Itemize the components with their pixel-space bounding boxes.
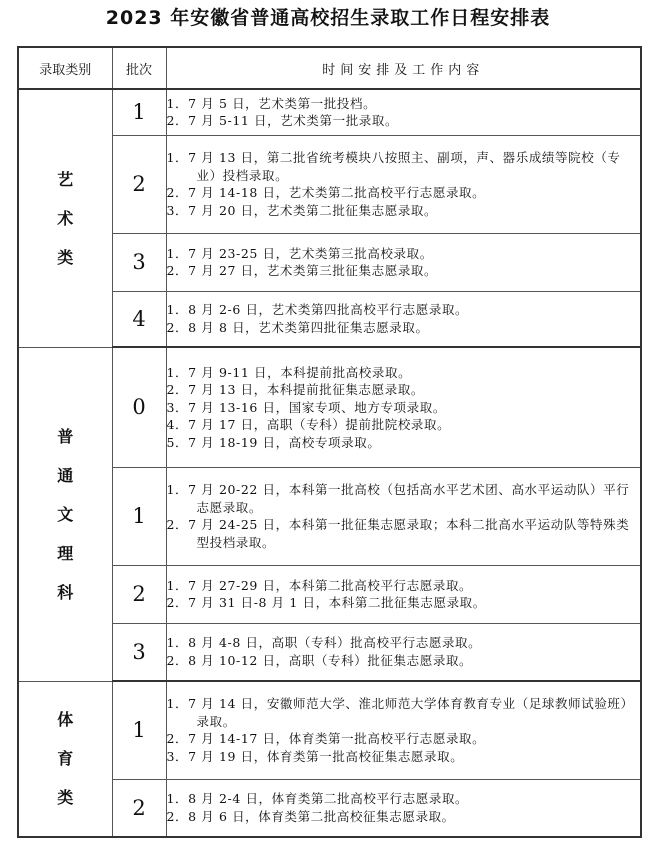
list-item: 1．7 月 27-29 日，本科第二批高校平行志愿录取。 (166, 577, 473, 593)
list-item: 1．7 月 23-25 日，艺术类第三批高校录取。 (166, 245, 433, 261)
header-batch: 批次 (112, 47, 166, 89)
batch-cell: 2 (112, 135, 166, 233)
list-item: 4．7 月 17 日，高职（专科）提前批院校录取。 (166, 417, 451, 432)
list-item: 3．7 月 20 日，艺术类第二批征集志愿录取。 (166, 202, 438, 218)
category-label (19, 417, 112, 612)
category-char: 理 (57, 543, 74, 563)
content-cell (166, 681, 641, 779)
table-row (18, 467, 641, 565)
batch-cell: 4 (112, 291, 166, 347)
category-char: 通 (57, 465, 74, 485)
header-row (18, 47, 641, 89)
list-item: 1．7 月 13 日，第二批省统考模块八按照主、副项，声、器乐成绩等院校（专业）投档录取。 (166, 150, 621, 183)
table-row (18, 135, 641, 233)
content-cell (166, 467, 641, 565)
batch-cell: 1 (112, 467, 166, 565)
table-row (18, 565, 641, 623)
table-row (18, 681, 641, 779)
list-item: 1．8 月 4-8 日，高职（专科）批高校平行志愿录取。 (166, 635, 482, 651)
list-item: 1．7 月 14 日，安徽师范大学、淮北师范大学体育教育专业（足球教师试验班）录取。 (166, 696, 634, 729)
header-category: 录取类别 (18, 47, 112, 89)
content-cell (166, 623, 641, 681)
batch-cell: 1 (112, 89, 166, 135)
list-item: 2．7 月 27 日，艺术类第三批征集志愿录取。 (166, 263, 438, 278)
list-item: 1．8 月 2-4 日，体育类第二批高校平行志愿录取。 (166, 791, 469, 807)
list-item: 2．8 月 6 日，体育类第二批高校征集志愿录取。 (166, 808, 455, 824)
list-item: 1．7 月 20-22 日，本科第一批高校（包括高水平艺术团、高水平运动队）平行志愿录取。 (166, 482, 630, 515)
header-content: 时间安排及工作内容 (166, 47, 641, 89)
list-item: 2．7 月 13 日，本科提前批征集志愿录取。 (166, 382, 425, 397)
list-item: 1．7 月 9-11 日，本科提前批高校录取。 (166, 364, 412, 380)
category-char: 类 (57, 247, 74, 267)
category-char: 文 (57, 504, 74, 524)
content-cell (166, 233, 641, 291)
list-item: 3．7 月 19 日，体育类第一批高校征集志愿录取。 (166, 748, 464, 764)
batch-cell: 3 (112, 233, 166, 291)
content-cell (166, 347, 641, 467)
table-row (18, 347, 641, 467)
content-cell (166, 565, 641, 623)
category-label (19, 160, 112, 277)
page-title: 2023 年安徽省普通高校招生录取工作日程安排表 (105, 7, 551, 29)
list-item: 2．8 月 10-12 日，高职（专科）批征集志愿录取。 (166, 652, 473, 668)
content-cell (166, 135, 641, 233)
content-cell (166, 89, 641, 135)
list-item: 1．7 月 5 日，艺术类第一批投档。 (166, 95, 377, 111)
category-char: 普 (57, 426, 74, 446)
category-char: 育 (57, 749, 74, 769)
table-row (18, 233, 641, 291)
schedule-table (17, 46, 642, 838)
list-item: 2．7 月 14-17 日，体育类第一批高校平行志愿录取。 (166, 731, 486, 747)
list-item: 2．7 月 24-25 日，本科第一批征集志愿录取；本科二批高水平运动队等特殊类型投档录取。 (166, 517, 630, 550)
table-row (18, 623, 641, 681)
category-label (19, 700, 112, 817)
batch-cell: 1 (112, 681, 166, 779)
content-cell (166, 291, 641, 347)
content-cell (166, 779, 641, 837)
table-row (18, 779, 641, 837)
batch-cell: 2 (112, 565, 166, 623)
category-char: 术 (57, 208, 74, 228)
list-item: 3．7 月 13-16 日，国家专项、地方专项录取。 (166, 399, 446, 415)
category-char: 类 (57, 788, 74, 808)
list-item: 2．7 月 5-11 日，艺术类第一批录取。 (166, 113, 399, 129)
list-item: 1．8 月 2-6 日，艺术类第四批高校平行志愿录取。 (166, 302, 469, 318)
table-row (18, 89, 641, 135)
table-row (18, 291, 641, 347)
category-cell (18, 89, 112, 347)
category-char: 艺 (57, 169, 74, 189)
list-item: 5．7 月 18-19 日，高校专项录取。 (166, 434, 381, 450)
batch-cell: 2 (112, 779, 166, 837)
list-item: 2．7 月 14-18 日，艺术类第二批高校平行志愿录取。 (166, 185, 486, 200)
category-char: 科 (57, 582, 74, 602)
category-char: 体 (57, 710, 74, 730)
batch-cell: 0 (112, 347, 166, 467)
list-item: 2．8 月 8 日，艺术类第四批征集志愿录取。 (166, 319, 429, 335)
list-item: 2．7 月 31 日-8 月 1 日，本科第二批征集志愿录取。 (166, 595, 486, 610)
category-cell (18, 347, 112, 681)
category-cell (18, 681, 112, 837)
batch-cell: 3 (112, 623, 166, 681)
